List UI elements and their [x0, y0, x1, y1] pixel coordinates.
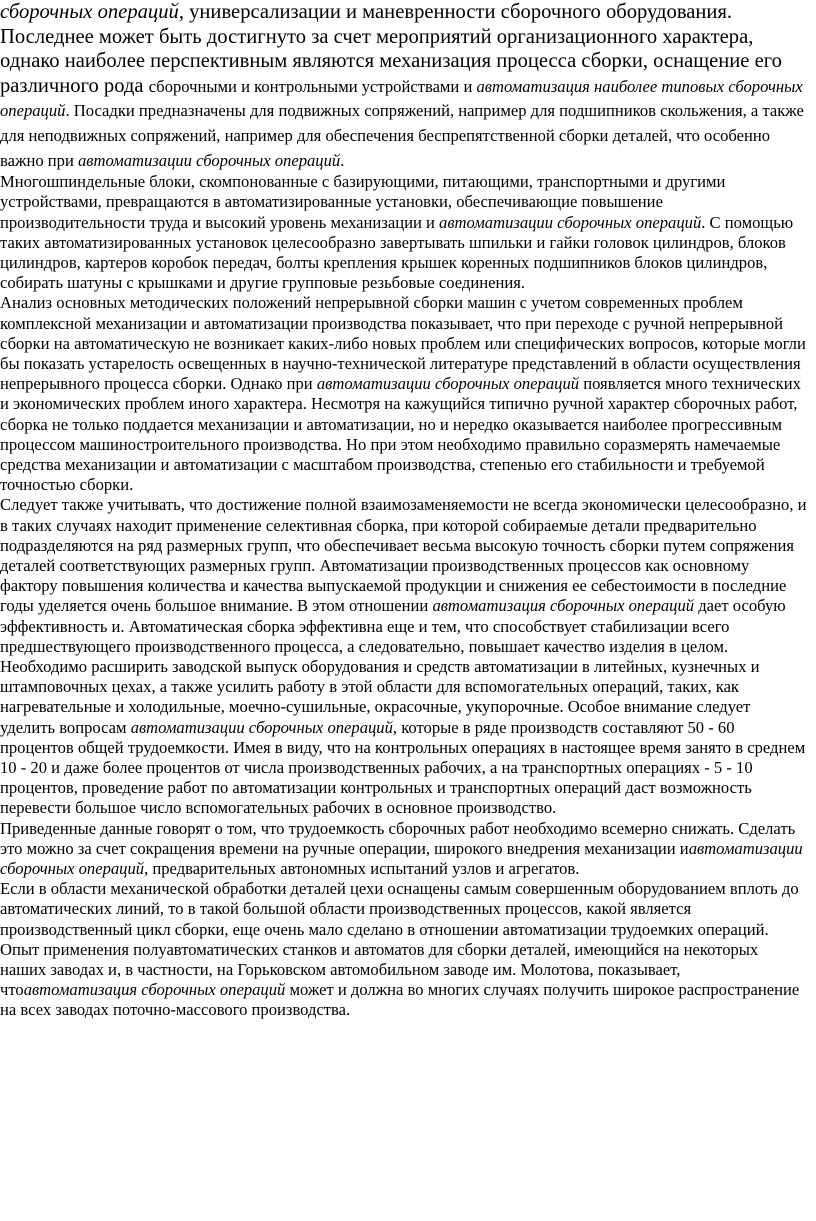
intro-text-2: . Посадки предназначены для подвижных сопряжений, например для подшипников скольжения, а также для неподвижных сопряжений, например для обеспечения беспрепятственной сборки деталей, что особенно важно при [0, 101, 804, 170]
intro-text-3: . [340, 150, 345, 170]
paragraph-4 [0, 495, 808, 657]
paragraph-7-text-2: может и должна во многих случаях получить широкое распространение на всех заводах поточно-массового производства. [0, 980, 800, 1020]
paragraph-2-text-2: . С помощью таких автоматизированных установок целесообразно завертывать шпильки и гайки головок цилиндров, блоков цилиндров, картеров коробок передач, болты крепления крышек коренных подшипников блоков цилиндров, собирать шатуны с крышками и другие групповые резьбовые соединения. [0, 212, 794, 293]
paragraph-6-text-1: Приведенные данные говорят о том, что трудоемкость сборочных работ необходимо всемерно снижать. Сделать это можно за счет сокращения времени на ручные операции, широкого внедрения механизации и [0, 818, 796, 858]
paragraph-5-italic: автоматизации сборочных операций [130, 717, 393, 737]
paragraph-5-text-2: , которые в ряде производств составляют 50 - 60 процентов общей трудоемкости. Имея в виду, что на контрольных операциях в настоящее время занято в среднем 10 - 20 и даже более процентов от числа производственных рабочих, а на транспортных операциях - 5 - 10 процентов, проведение работ по автоматизации контрольных и транспортных операций даст возможность перевести большое число вспомогательных рабочих в основное производство. [0, 717, 806, 818]
paragraph-3-italic: автоматизации сборочных операций [316, 374, 580, 394]
paragraph-3-text-2: появляется много технических и экономических проблем иного характера. Несмотря на кажущийся типично ручной характер сборочных работ, сборка не только поддается механизации и автоматизации, но и нередко оказывается наиболее прогрессивным процессом машиностроительного производства. Но при этом необходимо правильно соразмерять намечаемые средства механизации и автоматизации с масштабом производства, степенью его стабильности и требуемой точностью сборки. [0, 374, 801, 495]
paragraph-6-text-2: , предварительных автономных испытаний узлов и агрегатов. [144, 859, 580, 879]
paragraph-7-italic: автоматизация сборочных операций [23, 980, 286, 1000]
paragraph-4-text-1: Следует также учитывать, что достижение полной взаимозаменяемости не всегда экономически целесообразно, и в таких случаях находит применение селективная сборка, при которой собираемые детали предварительно подразделяются на ряд размерных групп, что обеспечивает весьма высокую точность сборки путем сопряжения деталей соответствующих размерных групп. Автоматизации производственных процессов как основному фактору повышения количества и качества выпускаемой продукции и снижения ее себестоимости в последние годы уделяется очень большое внимание. В этом отношении [0, 495, 807, 616]
paragraph-2-text-1: Многошпиндельные блоки, скомпонованные с базирующими, питающими, транспортными и другими устройствами, превращаются в автоматизированные установки, обеспечивающие повышение производительности труда и высокий уровень механизации и [0, 172, 726, 232]
paragraph-4-italic: автоматизация сборочных операций [432, 596, 695, 616]
paragraph-7 [0, 879, 808, 1020]
intro-italic-1: сборочных операций [0, 1, 179, 23]
paragraph-4-text-2: дает особую эффективность и. Автоматическая сборка эффективна еще и тем, что способствует стабилизации всего предшествующего производственного процесса, а следовательно, повышает качество изделия в целом. [0, 596, 786, 656]
paragraph-2 [0, 172, 808, 293]
paragraph-6 [0, 819, 808, 880]
paragraph-6-italic: автоматизации сборочных операций [0, 838, 803, 879]
paragraph-3 [0, 293, 808, 495]
intro-italic-3: автоматизации сборочных операций [77, 150, 341, 170]
intro-italic-2: автоматизация наиболее типовых сборочных операций [0, 76, 803, 121]
paragraph-5-text-1: Необходимо расширить заводской выпуск оборудования и средств автоматизации в литейных, кузнечных и штамповочных цехах, а также усилить работу в этой области для вспомогательных операций, таких, как нагревательные и холодильные, моечно-сушильные, окрасочные, укупорочные. Особое внимание следует уделить вопросам [0, 657, 760, 737]
paragraph-2-italic: автоматизации сборочных операций [439, 212, 702, 232]
paragraph-5 [0, 657, 808, 819]
intro-paragraph [0, 0, 808, 172]
intro-text-1: , универсализации и маневренности сборочного оборудования. Последнее может быть достигнуто за счет мероприятий организационного характера, однако наиболее перспективным являются механизация процесса сборки, оснащение его различного рода [0, 1, 782, 97]
paragraph-3-text-1: Анализ основных методических положений непрерывной сборки машин с учетом современных проблем комплексной механизации и автоматизации производства показывает, что при переходе с ручной непрерывной сборки на автоматическую не возникает каких-либо новых проблем или специфических вопросов, которые могли бы показать устарелость освещенных в научно-технической литературе представлений в области осуществления непрерывного процесса сборки. Однако при [0, 293, 806, 394]
paragraph-7-text-1: Если в области механической обработки деталей цехи оснащены самым совершенным оборудованием вплоть до автоматических линий, то в такой большой области производственных процессов, какой является производственный цикл сборки, еще очень мало сделано в отношении автоматизации трудоемких операций. Опыт применения полуавтоматических станков и автоматов для сборки деталей, имеющийся на некоторых наших заводах и, в частности, на Горьковском автомобильном заводе им. Молотова, показывает, что [0, 879, 799, 1000]
intro-text-small: сборочными и контрольными устройствами и [148, 76, 477, 96]
